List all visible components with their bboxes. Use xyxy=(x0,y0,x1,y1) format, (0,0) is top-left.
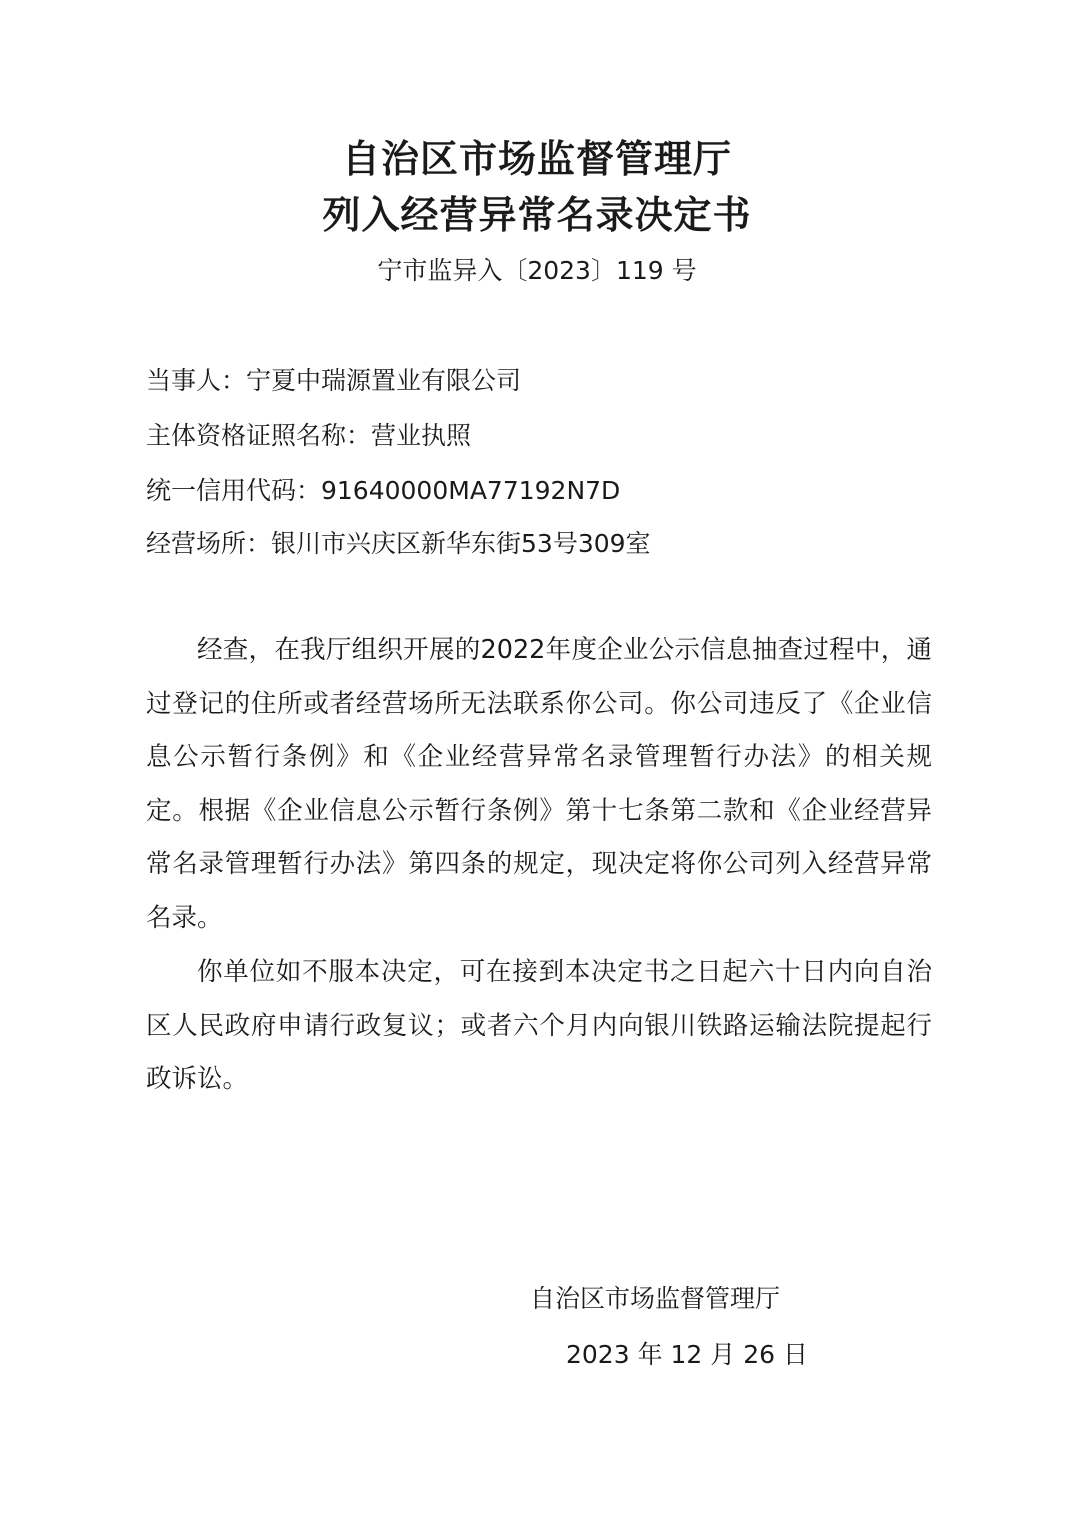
appeal-paragraph: 你单位如不服本决定，可在接到本决定书之日起六十日内向自治区人民政府申请行政复议；或者六个月内向银川铁路运输法院提起行政诉讼。 xyxy=(146,957,932,1094)
decision-paragraph: 经查，在我厅组织开展的2022年度企业公示信息抽查过程中，通过登记的住所或者经营场所无法联系你公司。你公司违反了《企业信息公示暂行条例》和《企业经营异常名录管理暂行办法》的相关规定。根据《企业信息公示暂行条例》第十七条第二款和《企业经营异常名录管理暂行办法》第四条的规定，现决定将你公司列入经营异常名录。 xyxy=(146,635,932,933)
license-type: 主体资格证照名称：营业执照 xyxy=(146,421,472,450)
business-address: 经营场所：银川市兴庆区新华东街53号309室 xyxy=(146,529,651,558)
document-title-line1: 自治区市场监督管理厅 xyxy=(341,136,732,181)
party-name: 当事人：宁夏中瑞源置业有限公司 xyxy=(146,366,522,395)
document-title-line2: 列入经营异常名录决定书 xyxy=(322,192,752,237)
document-number: 宁市监异入〔2023〕119 号 xyxy=(377,256,697,285)
signature-organization: 自治区市场监督管理厅 xyxy=(530,1284,781,1313)
signature-date: 2023 年 12 月 26 日 xyxy=(566,1340,808,1369)
credit-code: 统一信用代码：91640000MA77192N7D xyxy=(146,476,621,505)
